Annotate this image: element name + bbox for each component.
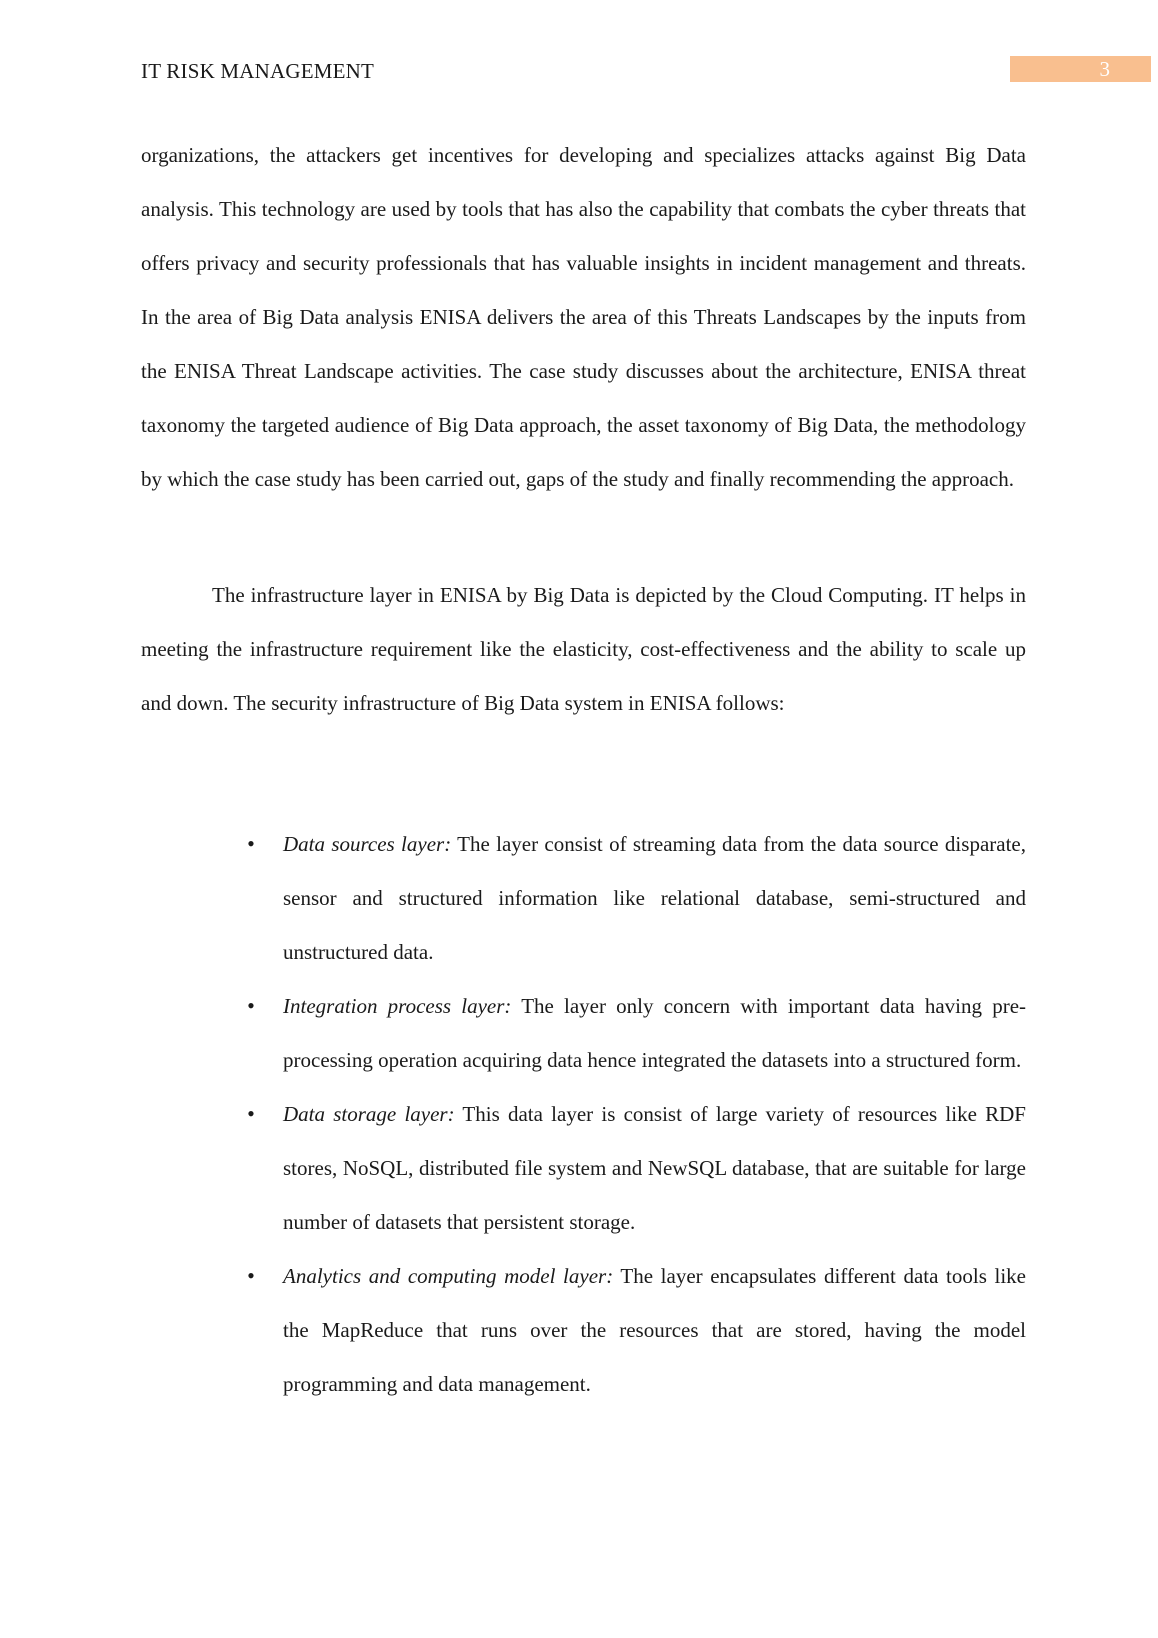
list-item-term: Integration process layer: bbox=[283, 994, 512, 1018]
list-item-term: Data sources layer: bbox=[283, 832, 452, 856]
list-item-analytics-computing-model-layer bbox=[141, 1249, 1026, 1411]
list-item-text: The layer encapsulates different data tools like the MapReduce that runs over the resources that are stored, having the model programming and data management. bbox=[283, 1264, 1026, 1396]
list-item-term: Data storage layer: bbox=[283, 1102, 455, 1126]
bullet-icon: • bbox=[247, 1101, 255, 1126]
bullet-icon: • bbox=[247, 1263, 255, 1288]
bullet-icon: • bbox=[247, 993, 255, 1018]
list-item-text: The layer consist of streaming data from the data source disparate, sensor and structured information like relational database, semi-structured and unstructured data. bbox=[283, 832, 1026, 964]
page-number-badge bbox=[1010, 56, 1151, 82]
list-item-term: Analytics and computing model layer: bbox=[283, 1264, 614, 1288]
list-item-data-storage-layer bbox=[141, 1087, 1026, 1249]
layer-list bbox=[141, 817, 1026, 1411]
list-item-integration-process-layer bbox=[141, 979, 1026, 1087]
paragraph-2: The infrastructure layer in ENISA by Big Data is depicted by the Cloud Computing. IT helps in meeting the infrastructure requirement like the elasticity, cost-effectiveness and the ability to scale up and down. The security infrastructure of Big Data system in ENISA follows: bbox=[141, 583, 1026, 715]
bullet-icon: • bbox=[247, 831, 255, 856]
running-header-title: IT RISK MANAGEMENT bbox=[141, 59, 375, 83]
list-item-text: The layer only concern with important data having pre-processing operation acquiring data hence integrated the datasets into a structured form. bbox=[283, 994, 1027, 1072]
page-number: 3 bbox=[1099, 57, 1110, 81]
paragraph-1: organizations, the attackers get incentives for developing and specializes attacks against Big Data analysis. This technology are used by tools that has also the capability that combats the cyber threats that offers privacy and security professionals that has valuable insights in incident management and threats. In the area of Big Data analysis ENISA delivers the area of this Threats Landscapes by the inputs from the ENISA Threat Landscape activities. The case study discusses about the architecture, ENISA threat taxonomy the targeted audience of Big Data approach, the asset taxonomy of Big Data, the methodology by which the case study has been carried out, gaps of the study and finally recommending the approach. bbox=[141, 143, 1026, 491]
list-item-text: This data layer is consist of large variety of resources like RDF stores, NoSQL, distributed file system and NewSQL database, that are suitable for large number of datasets that persistent storage. bbox=[283, 1102, 1026, 1234]
list-item-data-sources-layer bbox=[141, 817, 1026, 979]
